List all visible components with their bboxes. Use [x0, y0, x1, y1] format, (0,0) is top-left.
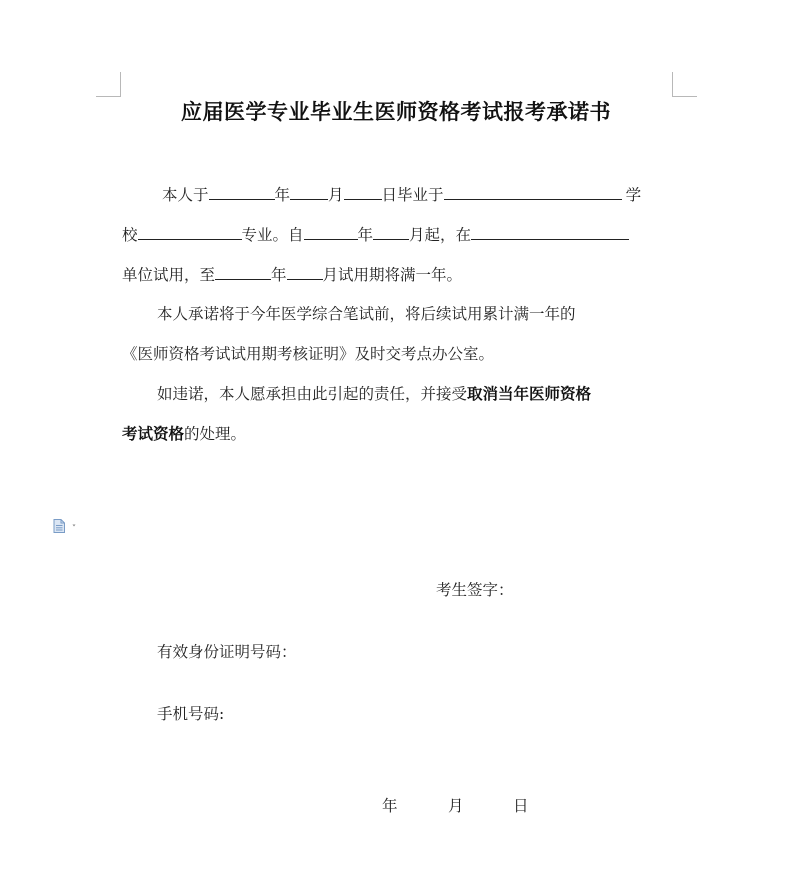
blank-field: [209, 184, 275, 200]
page-corner-mark-right: [672, 72, 697, 97]
text: 月起，在: [409, 226, 472, 244]
blank-field: [290, 184, 328, 200]
text: 年: [271, 266, 287, 284]
blank-field: [373, 224, 409, 240]
text: 年: [274, 186, 291, 204]
para1-line2: [122, 224, 629, 245]
para3-line2: [122, 424, 246, 444]
para1-line1: [162, 184, 641, 205]
para1-line3: [122, 264, 462, 285]
para2-line2: 《医师资格考试试用期考核证明》及时交考点办公室。: [122, 345, 495, 363]
text: 月试用期将满一年。: [322, 266, 463, 284]
blank-field: [471, 224, 629, 240]
text: 本人于: [162, 186, 209, 204]
text: 校: [122, 226, 138, 244]
blank-field: [215, 264, 271, 280]
blank-field: [444, 184, 622, 200]
blank-field: [287, 264, 323, 280]
date-year-label: 年: [382, 797, 398, 815]
text: 的处理。: [184, 425, 247, 443]
text: 月: [328, 186, 344, 204]
page-corner-mark-left: [96, 72, 121, 97]
phone-number-label: 手机号码:: [157, 705, 225, 723]
text: 专业。自: [241, 226, 304, 244]
text: 学: [625, 186, 642, 204]
text: 年: [357, 226, 374, 244]
emphasized-text: 取消当年医师资格: [467, 385, 592, 403]
document-dropdown-icon[interactable]: [53, 518, 81, 532]
text: 日毕业于: [381, 186, 444, 204]
text: 单位试用，至: [122, 266, 216, 284]
signature-label: 考生签字：: [436, 581, 514, 599]
document-title: 应届医学专业毕业生医师资格考试报考承诺书: [181, 100, 611, 124]
para3-line1: [157, 384, 591, 404]
blank-field: [344, 184, 382, 200]
date-day-label: 日: [513, 797, 529, 815]
blank-field: [304, 224, 358, 240]
text: 如违诺，本人愿承担由此引起的责任，并接受: [157, 385, 468, 403]
id-number-label: 有效身份证明号码：: [157, 643, 297, 661]
date-month-label: 月: [448, 797, 464, 815]
emphasized-text: 考试资格: [122, 425, 185, 443]
blank-field: [138, 224, 242, 240]
para2-line1: 本人承诺将于今年医学综合笔试前，将后续试用累计满一年的: [157, 305, 576, 323]
